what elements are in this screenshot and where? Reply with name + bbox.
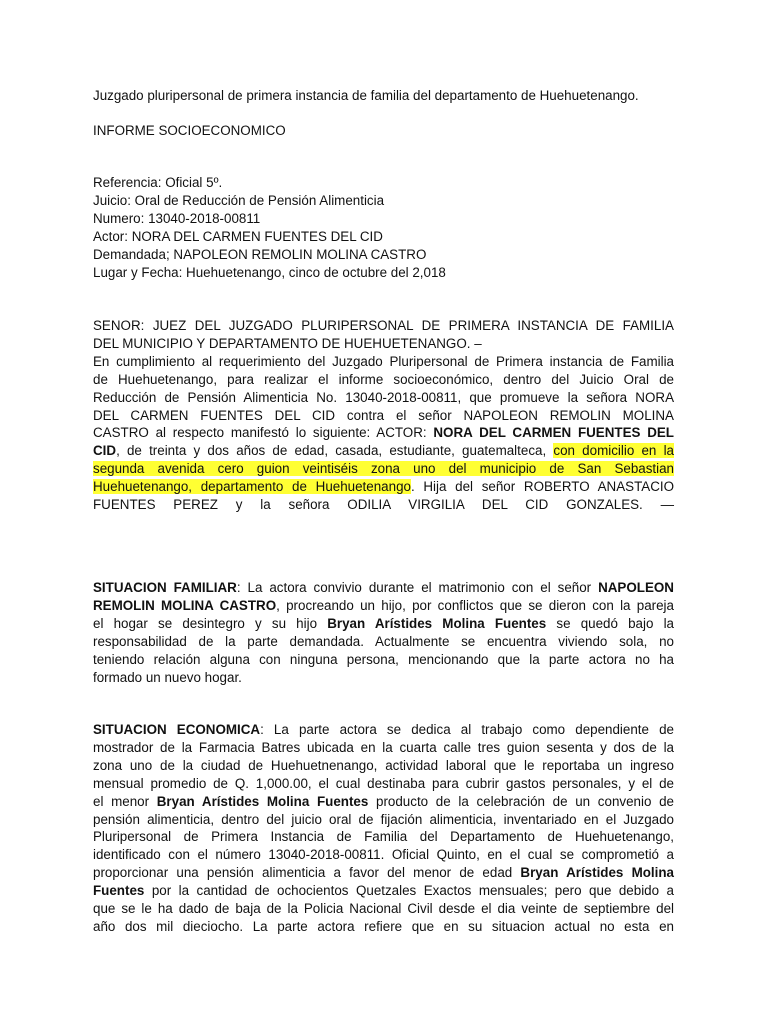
econ-line-4: mensual promedio de Q. 1,000.00, el cual destinaba para cubrir gastos personales, y el de (93, 775, 674, 791)
econ-line-3: zona uno de la ciudad de Huehuetnenango, actividad laboral que le reportaba un ingreso (93, 757, 674, 773)
reference-place-date: Lugar y Fecha: Huehuetenango, cinco de octubre del 2,018 (93, 264, 446, 280)
address-highlight-3: Huehuetenango, departamento de Huehuetenango (93, 479, 411, 495)
economic-situation-section (93, 721, 674, 936)
family-heading: SITUACION FAMILIAR (93, 580, 237, 595)
reference-defendant: Demandada; NAPOLEON REMOLIN MOLINA CASTRO (93, 246, 427, 262)
report-title-block (93, 122, 674, 140)
family-line-6: formado un nuevo hogar. (93, 669, 242, 685)
intro-line-1: En cumplimiento al requerimiento del Juzgado Pluripersonal de Primera instancia de Familia (93, 353, 674, 369)
reference-actor: Actor: NORA DEL CARMEN FUENTES DEL CID (93, 228, 383, 244)
econ-line-7: Pluripersonal de Primera Instancia de Familia del Departamento de Huehuetenango, (93, 829, 674, 845)
econ-heading: SITUACION ECONOMICA (93, 722, 261, 737)
econ-line-9: proporcionar una pensión alimenticia a favor del menor de edad Bryan Arístides Molina (93, 865, 674, 881)
econ-line-1: SITUACION ECONOMICA: La parte actora se dedica al trabajo como dependiente de (93, 722, 674, 737)
salutation-block (93, 317, 674, 514)
family-line-4: responsabilidad de la parte demandada. Actualmente se encuentra viviendo sola, no (93, 633, 674, 649)
court-header (93, 87, 674, 105)
report-title: INFORME SOCIOECONOMICO (93, 123, 286, 138)
intro-line-3: Reducción de Pensión Alimenticia No. 13040-2018-00811, que promueve la señora NORA (93, 389, 674, 405)
family-line-2: REMOLIN MOLINA CASTRO, procreando un hijo, por conflictos que se dieron con la pareja (93, 597, 674, 613)
address-highlight: con domicilio en la (553, 443, 674, 459)
econ-line-5: el menor Bryan Arístides Molina Fuentes producto de la celebración de un convenio de (93, 793, 674, 809)
intro-line-5: CASTRO al respecto manifestó lo siguiente: ACTOR: NORA DEL CARMEN FUENTES DEL (93, 425, 674, 441)
econ-line-8: identificado con el número 13040-2018-00811. Oficial Quinto, en el cual se comprometió a (93, 847, 674, 863)
actor-name-bold-cont: CID (93, 443, 117, 459)
family-situation-section (93, 579, 674, 686)
intro-line-6: CID, de treinta y dos años de edad, casada, estudiante, guatemalteca, con domicilio en la (93, 443, 674, 459)
reference-block (93, 174, 674, 281)
child-name-bold: Bryan Arístides Molina Fuentes (327, 615, 547, 631)
family-line-1: SITUACION FAMILIAR: La actora convivio durante el matrimonio con el señor NAPOLEON (93, 580, 674, 595)
salutation-line-2: DEL MUNICIPIO Y DEPARTAMENTO DE HUEHUETENANGO. – (93, 335, 482, 351)
family-line-3: el hogar se desintegro y su hijo Bryan Arístides Molina Fuentes se quedó bajo la (93, 615, 675, 631)
econ-line-12: año dos mil dieciocho. La parte actora refiere que en su situacion actual no esta en (93, 918, 674, 934)
actor-name-bold: NORA DEL CARMEN FUENTES DEL (433, 425, 674, 441)
salutation-line-1: SENOR: JUEZ DEL JUZGADO PLURIPERSONAL DE PRIMERA INSTANCIA DE FAMILIA (93, 318, 674, 333)
intro-line-4: DEL CARMEN FUENTES DEL CID contra el señor NAPOLEON REMOLIN MOLINA (93, 407, 674, 423)
reference-office: Referencia: Oficial 5º. (93, 175, 223, 190)
court-name: Juzgado pluripersonal de primera instancia de familia del departamento de Huehuetenango. (93, 88, 639, 103)
family-line-5: teniendo relación alguna con ninguna persona, mencionando que la parte actora no ha (93, 651, 674, 667)
econ-line-6: pensión alimenticia, dentro del juicio oral de fijación alimenticia, inventariado en el Juzgado (93, 811, 674, 827)
intro-line-8: Huehuetenango, departamento de Huehuetenango. Hija del señor ROBERTO ANASTACIO (93, 479, 674, 495)
econ-line-2: mostrador de la Farmacia Batres ubicada en la cuarta calle tres guion sesenta y dos de la (93, 739, 674, 755)
reference-trial: Juicio: Oral de Reducción de Pensión Alimenticia (93, 192, 385, 208)
address-highlight-2: segunda avenida cero guion veintiséis zona uno del municipio de San Sebastian (93, 461, 674, 477)
intro-line-2: de Huehuetenango, para realizar el informe socioeconómico, dentro del Juicio Oral de (93, 371, 674, 387)
intro-line-7 (93, 460, 674, 478)
reference-number: Numero: 13040-2018-00811 (93, 210, 261, 226)
econ-line-11: que se le ha dado de baja de la Policia Nacional Civil desde el dia veinte de septiembre del (93, 901, 674, 917)
econ-line-10: Fuentes por la cantidad de ochocientos Quetzales Exactos mensuales; pero que debido a (93, 883, 674, 899)
intro-line-9: FUENTES PEREZ y la señora ODILIA VIRGILIA DEL CID GONZALES. — (93, 497, 674, 513)
